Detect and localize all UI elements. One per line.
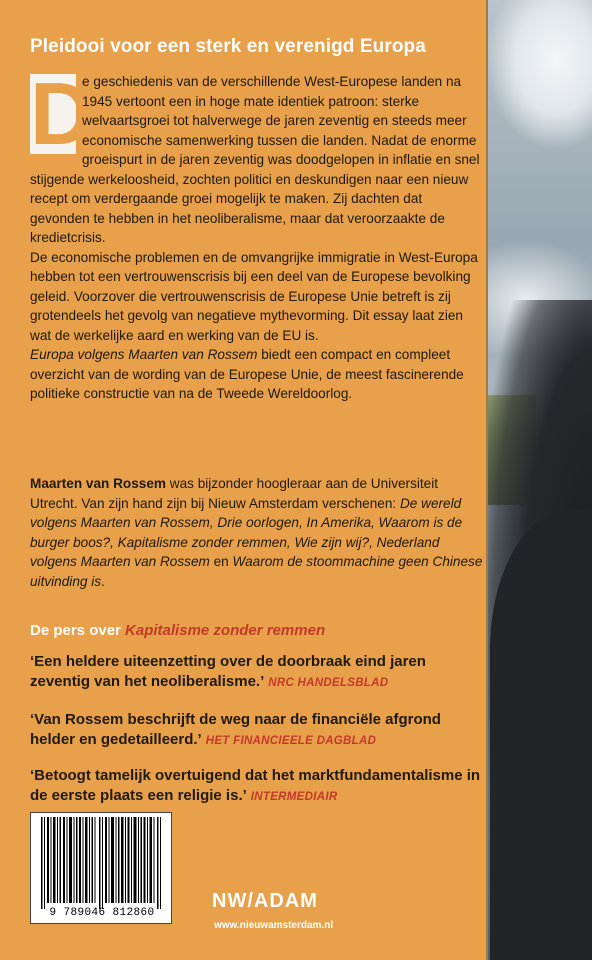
blurb-book-title: Europa volgens Maarten van Rossem [30, 347, 258, 362]
quote-text: ‘Een heldere uiteenzetting over de doorbraak eind jaren zeventig van het neoliberalisme.’ [30, 653, 426, 690]
cover-heading: Pleidooi voor een sterk en verenigd Europa [30, 36, 426, 57]
blurb-paragraph-1: e geschiedenis van de verschillende West-Europese landen na 1945 vertoont een in hoge mate identiek patroon: sterke welvaartsgroei tot halverwege de jaren zeventig en steeds meer economische samenwerking tussen die landen. Nadat de enorme groeispurt in de jaren zeventig was doodgelopen in inflatie en snel stijgende werkeloosheid, zochten politici en deskundigen naar een nieuw recept om verdergaande groei mogelijk te maken. Zij dachten dat gevonden te hebben in het neoliberalisme, maar dat veroorzaakte de kredietcrisis. [30, 74, 480, 245]
isbn-digits: 9 789046 812860 [49, 907, 155, 919]
blurb [30, 64, 485, 404]
author-bio-text: was bijzonder hoogleraar aan de Universiteit Utrecht. Van zijn hand zijn bij Nieuw Amsterdam verschenen: [30, 476, 439, 511]
press-quote-3 [30, 766, 485, 807]
quote-source: HET FINANCIEELE DAGBLAD [205, 735, 377, 747]
blurb-paragraph-2: De economische problemen en de omvangrijke immigratie in West-Europa hebben tot een vertrouwenscrisis bij een deel van de Europese bevolking geleid. Voorzover die vertrouwenscrisis de Europese Unie betreft is zij grotendeels het gevolg van negatieve mythevorming. Dit essay laat zien wat de werkelijke aard en werking van de EU is. [30, 249, 478, 343]
press-book-title: Kapitalisme zonder remmen [125, 622, 326, 639]
blurb-paragraph-3 [30, 345, 485, 404]
author-name: Maarten van Rossem [30, 476, 166, 491]
author-end: . [101, 573, 105, 589]
author-and: en [209, 554, 233, 569]
author-books-last: Waarom de stoommachine geen Chinese uitvinding is [30, 554, 483, 589]
press-heading-text: De pers over [30, 622, 126, 639]
author-books: De wereld volgens Maarten van Rossem, Drie oorlogen, In Amerika, Waarom is de burger boos?, Kapitalisme zonder remmen, Wie zijn wij?, Nederland volgens Maarten van Rossem [30, 495, 463, 569]
isbn-barcode [30, 812, 172, 924]
cover-photo [486, 0, 592, 960]
press-heading [30, 622, 325, 639]
photo-figure [490, 510, 592, 960]
blurb-paragraph-3-text: biedt een compact en compleet overzicht van de wording van de Europese Unie, de meest fascinerende politieke constructie van na de Tweede Wereldoorlog. [30, 347, 464, 401]
publisher-logo: NW/ADAM [212, 890, 318, 912]
quote-text: ‘Betoogt tamelijk overtuigend dat het marktfundamentalisme in de eerste plaats een religie is.’ [30, 767, 481, 804]
drop-cap: D [30, 64, 94, 163]
press-quote-2 [30, 710, 485, 751]
barcode-bars [39, 817, 163, 909]
publisher-url: www.nieuwamsterdam.nl [214, 920, 334, 931]
press-quote-1 [30, 652, 485, 693]
quote-source: NRC HANDELSBLAD [268, 677, 389, 689]
quote-source: INTERMEDIAIR [250, 791, 338, 803]
photo-edge [486, 0, 488, 960]
author-bio [30, 474, 485, 591]
quote-text: ‘Van Rossem beschrijft de weg naar de financiële afgrond helder en gedetailleerd.’ [30, 711, 441, 748]
